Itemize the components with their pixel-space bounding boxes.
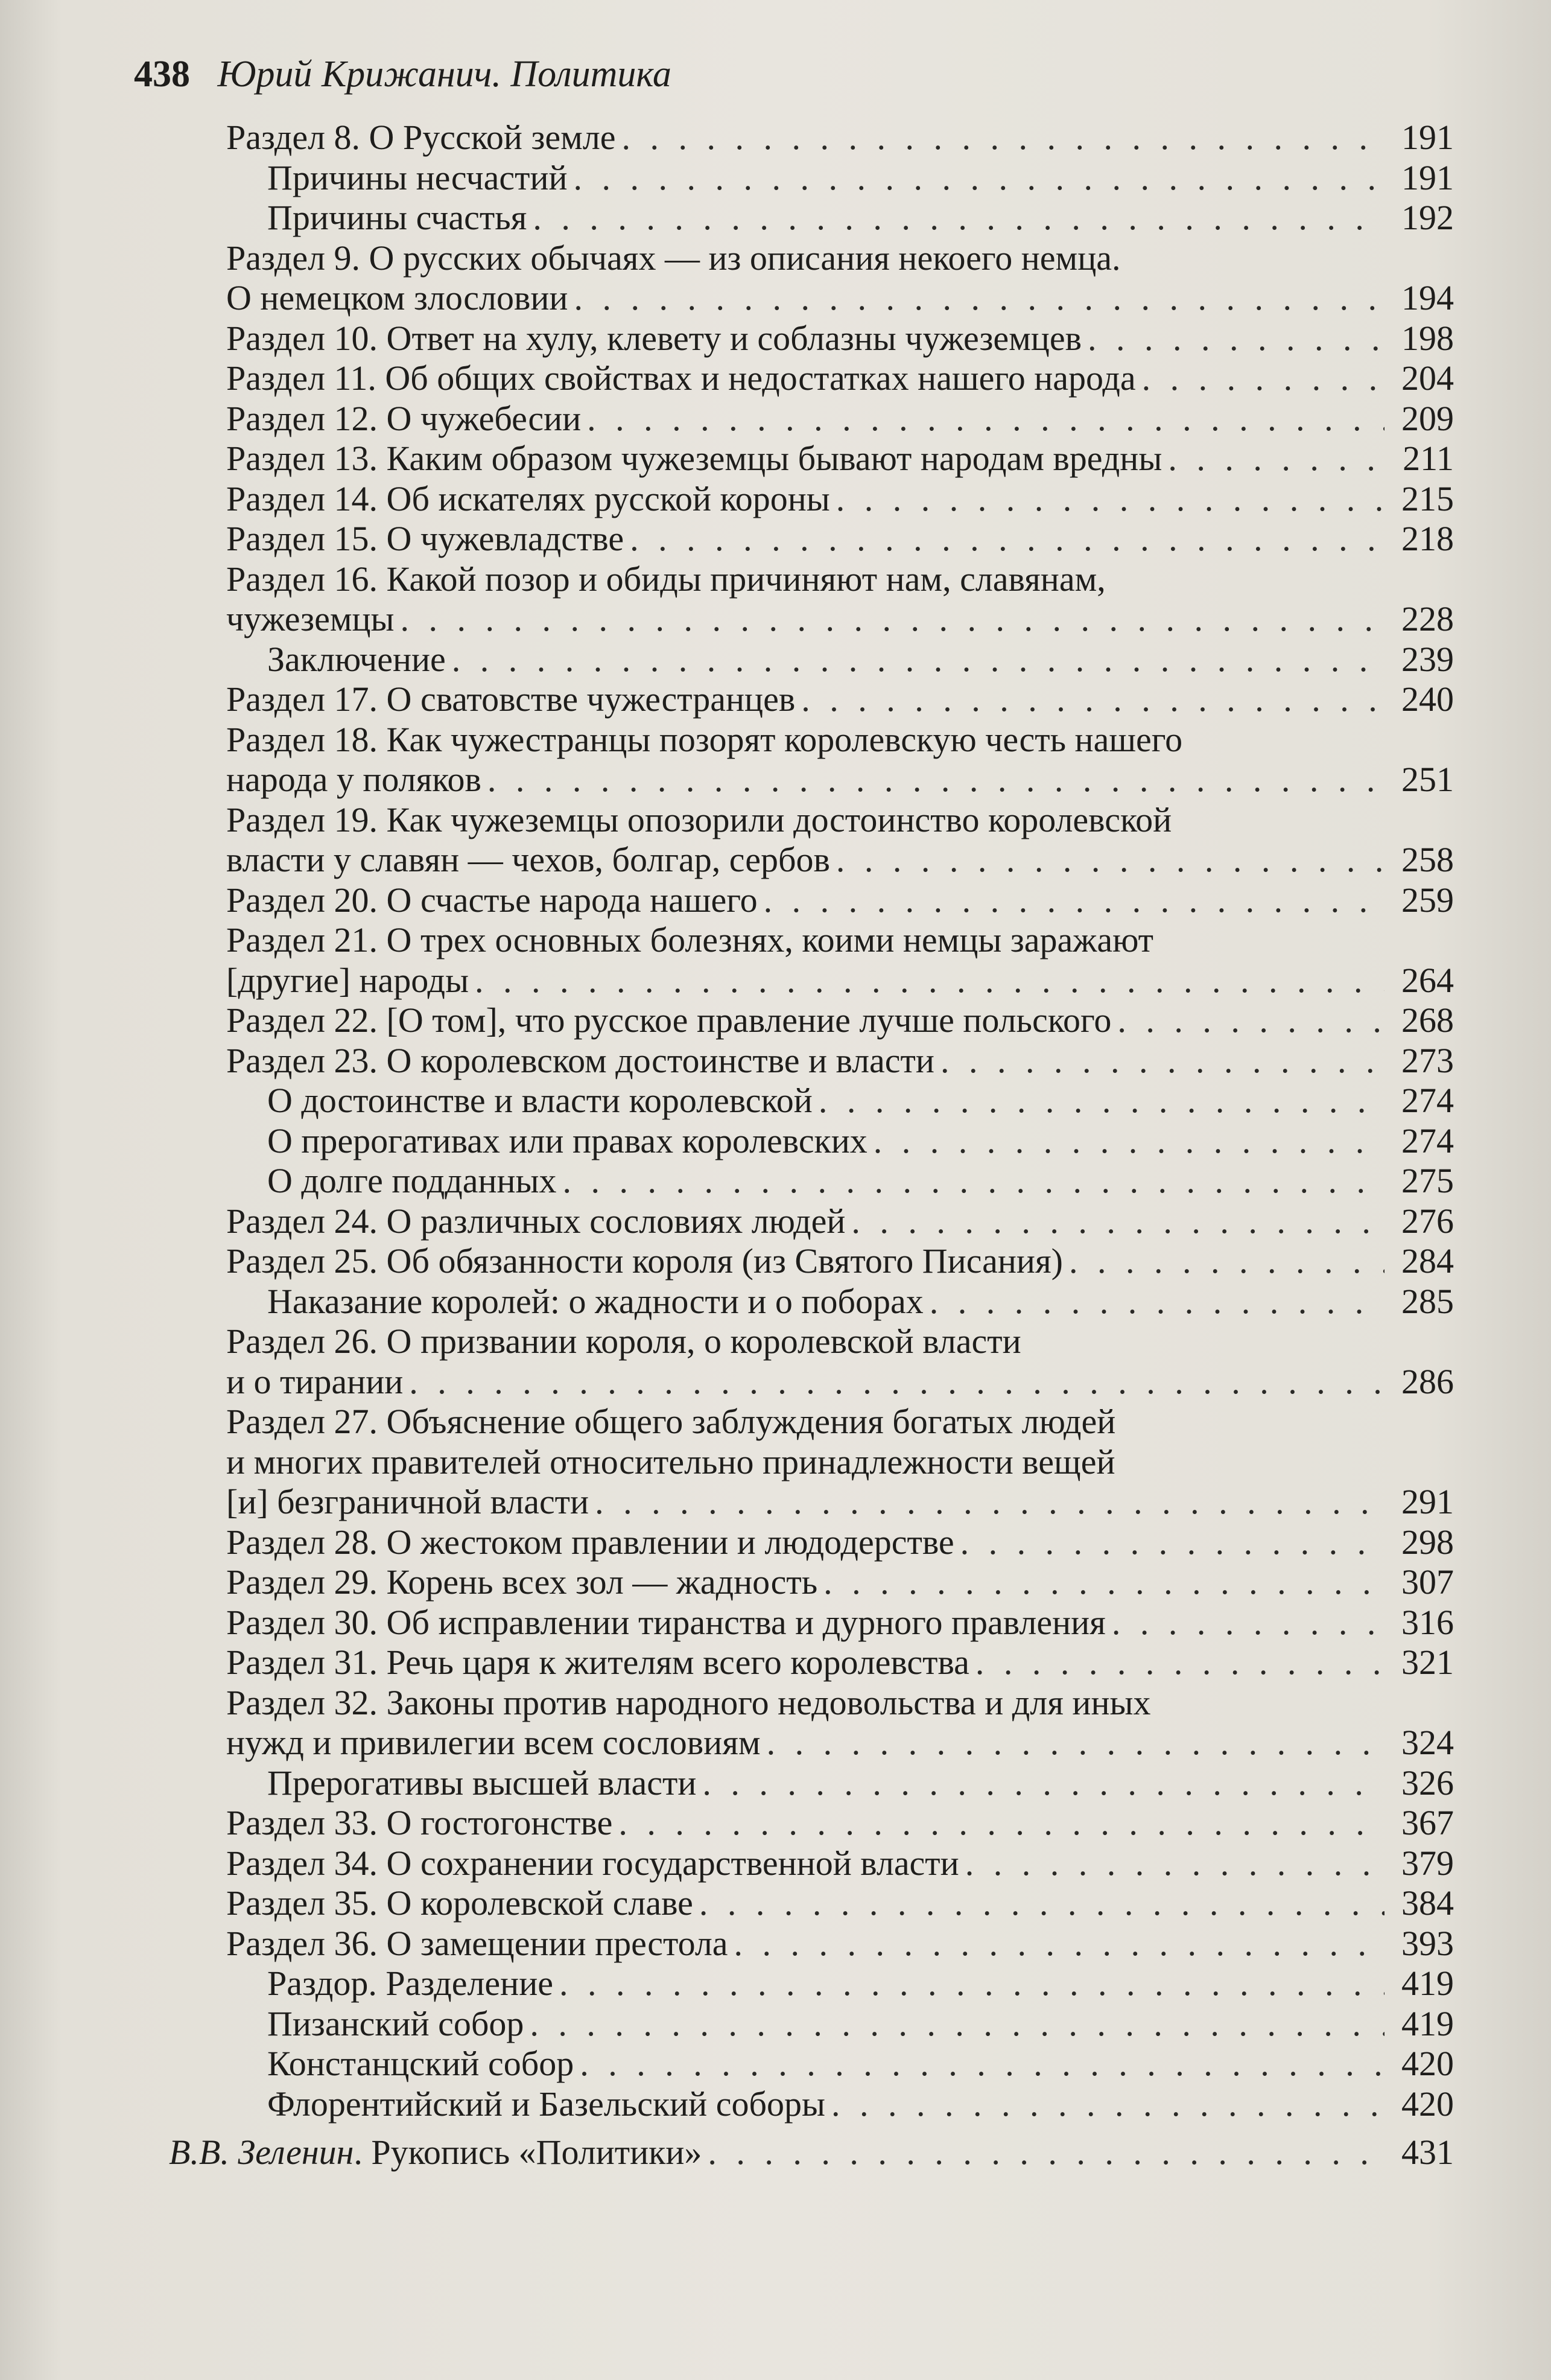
dot-leader <box>409 1362 1384 1402</box>
dot-leader <box>1088 319 1384 359</box>
toc-entry-title: Раздел 22. [О том], что русское правление лучше польского <box>226 1001 1112 1040</box>
toc-entry-row <box>226 599 1454 640</box>
toc-entry-line: Раздел 9. О русских обычаях — из описания некоего немца. <box>226 238 1121 278</box>
toc-entry-page: 419 <box>1401 1964 1454 2003</box>
toc-entry-title: Прерогативы высшей власти <box>267 1763 697 1802</box>
toc-entry-page: 307 <box>1401 1562 1454 1602</box>
toc-entry-page: 286 <box>1401 1361 1454 1401</box>
toc-entry-row <box>169 2133 1454 2173</box>
toc-entry-page: 431 <box>1401 2133 1454 2172</box>
toc-entry-row <box>226 1522 1454 1563</box>
dot-leader <box>475 961 1384 1001</box>
dot-leader <box>708 2133 1384 2173</box>
toc-entry <box>226 2044 1454 2084</box>
toc-entry <box>226 238 1454 319</box>
running-title: Юрий Крижанич. Политика <box>217 54 671 95</box>
toc-entry-title: Констанцский собор <box>267 2044 574 2083</box>
dot-leader <box>940 1041 1384 1081</box>
dot-leader <box>401 599 1384 640</box>
toc-entry-row <box>226 1001 1454 1041</box>
toc-entry-row <box>226 1482 1454 1522</box>
dot-leader <box>574 278 1384 319</box>
toc-entry-page: 251 <box>1401 760 1454 799</box>
toc-entry-page: 191 <box>1401 158 1454 197</box>
toc-entry-row <box>267 1964 1454 2004</box>
toc-entry-title: Раздел 30. Об исправлении тиранства и дурного правления <box>226 1602 1106 1642</box>
toc-entry-row <box>226 840 1454 880</box>
dot-leader <box>580 2044 1384 2084</box>
toc-entry <box>226 1282 1454 1322</box>
toc-entry <box>226 479 1454 520</box>
toc-final-entry <box>169 2133 1454 2173</box>
dot-leader <box>530 2004 1384 2044</box>
toc-entry-line: Раздел 27. Объяснение общего заблуждения богатых людей <box>226 1402 1116 1441</box>
toc-entry <box>226 1763 1454 1804</box>
toc-entry-title: Раздел 31. Речь царя к жителям всего королевства <box>226 1643 969 1682</box>
toc-entry-title: Раздел 29. Корень всех зол — жадность <box>226 1562 818 1602</box>
dot-leader <box>975 1643 1384 1683</box>
toc-entry-row <box>226 519 1454 559</box>
toc-entry <box>226 1201 1454 1242</box>
dot-leader <box>574 158 1384 199</box>
toc-entry-title: [другие] народы <box>226 960 469 1000</box>
toc-entry-page: 321 <box>1401 1643 1454 1682</box>
toc-entry-page: 259 <box>1401 880 1454 920</box>
toc-entry-title: Раздел 15. О чужевладстве <box>226 519 624 558</box>
toc-entry-title: чужеземцы <box>226 599 395 638</box>
toc-entry <box>226 198 1454 238</box>
toc-entry-row <box>226 1924 1454 1964</box>
toc-entry-title: Заключение <box>267 639 446 679</box>
dot-leader <box>622 118 1384 158</box>
toc-entry <box>226 800 1454 880</box>
toc-entry <box>226 1402 1454 1522</box>
dot-leader <box>618 1803 1384 1844</box>
toc-entry-title: О немецком злословии <box>226 278 568 317</box>
toc-entry-title <box>169 2133 702 2173</box>
dot-leader <box>533 198 1384 238</box>
author-name: В.В. Зеленин <box>169 2133 354 2172</box>
page-header <box>134 53 671 96</box>
dot-leader <box>559 1964 1384 2004</box>
toc-entry <box>226 1562 1454 1603</box>
toc-entry-title: Раздел 12. О чужебесии <box>226 398 582 438</box>
toc-entry-page: 228 <box>1401 599 1454 638</box>
toc-entry-page: 384 <box>1401 1883 1454 1923</box>
toc-entry-row <box>226 278 1454 319</box>
toc-entry <box>226 679 1454 720</box>
toc-entry-row <box>267 1282 1454 1322</box>
dot-leader <box>452 640 1384 680</box>
toc-entry-row <box>267 2004 1454 2044</box>
toc-entry-row <box>226 1362 1454 1402</box>
toc-entry-title: Причины счастья <box>267 198 527 237</box>
toc-entry-page: 268 <box>1401 1001 1454 1040</box>
toc-entry-page: 284 <box>1401 1241 1454 1281</box>
toc-entry-page: 239 <box>1401 639 1454 679</box>
dot-leader <box>1117 1001 1384 1041</box>
toc-entry <box>226 158 1454 199</box>
toc-entry-row <box>226 1803 1454 1844</box>
toc-entry-page: 420 <box>1401 2084 1454 2124</box>
toc-entry-title: Раздел 33. О гостогонстве <box>226 1803 613 1842</box>
toc-entry-title: Раздел 36. О замещении престола <box>226 1923 728 1963</box>
toc-entry-row <box>226 1241 1454 1282</box>
article-title: . Рукопись «Политики» <box>354 2133 702 2172</box>
toc-entry <box>226 1964 1454 2004</box>
toc-entry-page: 367 <box>1401 1803 1454 1842</box>
toc-entry-page: 194 <box>1401 278 1454 317</box>
toc-entry <box>226 1924 1454 1964</box>
toc-entry-title: народа у поляков <box>226 760 481 799</box>
dot-leader <box>851 1201 1384 1242</box>
toc-entry <box>226 1683 1454 1763</box>
dot-leader <box>767 1723 1384 1763</box>
dot-leader <box>965 1844 1384 1884</box>
toc-entry-title: Раздел 8. О Русской земле <box>226 118 616 157</box>
toc-entry-row <box>226 1844 1454 1884</box>
toc-entry-row <box>226 358 1454 399</box>
toc-entry-page: 420 <box>1401 2044 1454 2083</box>
toc-entry-row <box>267 1161 1454 1201</box>
dot-leader <box>819 1081 1384 1121</box>
toc-entry-title: [и] безграничной власти <box>226 1482 589 1521</box>
toc-entry <box>226 1522 1454 1563</box>
dot-leader <box>960 1522 1384 1563</box>
dot-leader <box>630 519 1384 559</box>
toc-entry-page: 275 <box>1401 1161 1454 1200</box>
toc-entry-row <box>267 1081 1454 1121</box>
toc-entry-row <box>267 1121 1454 1162</box>
toc-entry-row <box>226 1041 1454 1081</box>
toc-entry-page: 192 <box>1401 198 1454 237</box>
dot-leader <box>764 880 1384 921</box>
toc-entry-title: Наказание королей: о жадности и о поборах <box>267 1281 924 1321</box>
toc-entry-title: Раздел 17. О сватовстве чужестранцев <box>226 679 796 719</box>
toc-entry-row <box>226 1603 1454 1643</box>
toc-entry-page: 211 <box>1403 439 1454 478</box>
toc-entry-row <box>267 640 1454 680</box>
toc-entry-title: Раздел 24. О различных сословиях людей <box>226 1201 846 1241</box>
toc-entry-title: Раздел 28. О жестоком правлении и людодерстве <box>226 1522 954 1562</box>
toc-entry <box>226 1081 1454 1121</box>
toc-entry <box>226 1041 1454 1081</box>
toc-entry-page: 274 <box>1401 1081 1454 1120</box>
toc-entry-page: 218 <box>1401 519 1454 558</box>
dot-leader <box>702 1763 1384 1804</box>
toc-entry-row <box>226 118 1454 158</box>
toc-entry <box>226 880 1454 921</box>
toc-entry-title: Причины несчастий <box>267 158 568 197</box>
toc-entry-title: Флорентийский и Базельский соборы <box>267 2084 825 2124</box>
dot-leader <box>1069 1241 1384 1282</box>
toc-entry-row <box>267 198 1454 238</box>
toc-entry-row <box>226 880 1454 921</box>
dot-leader <box>734 1924 1384 1964</box>
toc-entry <box>226 1121 1454 1162</box>
toc-entry-page: 419 <box>1401 2003 1454 2043</box>
toc-entry-row <box>226 961 1454 1001</box>
toc-entry-title: Раздел 13. Каким образом чужеземцы бывают народам вредны <box>226 439 1162 478</box>
toc-entry-title: Раздор. Разделение <box>267 1964 553 2003</box>
toc-entry-page: 273 <box>1401 1040 1454 1080</box>
toc-entry-title: Раздел 20. О счастье народа нашего <box>226 880 758 920</box>
toc-entry-page: 274 <box>1401 1121 1454 1160</box>
toc-entry-title: Раздел 25. Об обязанности короля (из Святого Писания) <box>226 1241 1063 1281</box>
toc-entry-row <box>226 479 1454 520</box>
dot-leader <box>699 1883 1384 1924</box>
page-number: 438 <box>134 54 190 95</box>
dot-leader <box>831 2084 1384 2125</box>
toc-entry <box>226 1803 1454 1844</box>
toc-entry-page: 298 <box>1401 1522 1454 1562</box>
dot-leader <box>801 679 1384 720</box>
dot-leader <box>874 1121 1384 1162</box>
toc-entry-line: Раздел 18. Как чужестранцы позорят королевскую честь нашего <box>226 719 1183 759</box>
toc-entry-title: Пизанский собор <box>267 2003 524 2043</box>
toc-entry-title: Раздел 23. О королевском достоинстве и власти <box>226 1040 934 1080</box>
toc-entry <box>226 1161 1454 1201</box>
toc-entry-title: и о тирании <box>226 1361 404 1401</box>
toc-entry-line: Раздел 21. О трех основных болезнях, коими немцы заражают <box>226 920 1153 959</box>
toc-entry-page: 285 <box>1401 1281 1454 1321</box>
toc-entry-page: 240 <box>1401 679 1454 719</box>
toc-entry <box>226 1603 1454 1643</box>
toc-entry-page: 258 <box>1401 840 1454 879</box>
dot-leader <box>487 760 1384 800</box>
toc-entry-title: Раздел 35. О королевской славе <box>226 1883 693 1923</box>
toc-entry-row <box>226 1723 1454 1763</box>
toc-entry <box>226 1322 1454 1402</box>
toc-entry-title: О прерогативах или правах королевских <box>267 1121 867 1160</box>
toc-entry <box>226 399 1454 439</box>
toc-entry-line: Раздел 26. О призвании короля, о королевской власти <box>226 1322 1021 1361</box>
toc-entry-page: 324 <box>1401 1723 1454 1762</box>
toc-entry-row <box>226 399 1454 439</box>
table-of-contents <box>169 118 1454 2173</box>
toc-entry-title: власти у славян — чехов, болгар, сербов <box>226 840 830 879</box>
toc-entry-row <box>226 1201 1454 1242</box>
toc-entry-line: и многих правителей относительно принадлежности вещей <box>226 1442 1115 1481</box>
toc-entry <box>226 1001 1454 1041</box>
toc-entry <box>226 720 1454 800</box>
dot-leader <box>595 1482 1384 1522</box>
toc-entry-page: 276 <box>1401 1201 1454 1241</box>
dot-leader <box>1112 1603 1384 1643</box>
toc-entry-page: 191 <box>1401 118 1454 157</box>
toc-entry <box>226 559 1454 640</box>
toc-entry <box>226 2004 1454 2044</box>
toc-entry-page: 379 <box>1401 1843 1454 1883</box>
dot-leader <box>836 840 1384 880</box>
toc-entry-page: 264 <box>1401 960 1454 1000</box>
toc-entry-page: 209 <box>1401 398 1454 438</box>
toc-entry <box>226 358 1454 399</box>
toc-entry-row <box>226 679 1454 720</box>
toc-entry-row <box>226 1643 1454 1683</box>
toc-entry <box>226 439 1454 479</box>
toc-entry-page: 291 <box>1401 1482 1454 1521</box>
toc-entry-title: нужд и привилегии всем сословиям <box>226 1723 761 1762</box>
toc-entry-title: Раздел 34. О сохранении государственной власти <box>226 1843 959 1883</box>
toc-entry-page: 393 <box>1401 1923 1454 1963</box>
toc-entry-row <box>226 319 1454 359</box>
dot-leader <box>563 1161 1384 1201</box>
toc-entry-row <box>226 1562 1454 1603</box>
toc-entry-title: Раздел 10. Ответ на хулу, клевету и соблазны чужеземцев <box>226 318 1082 358</box>
dot-leader <box>836 479 1384 520</box>
toc-entry-title: Раздел 14. Об искателях русской короны <box>226 479 830 518</box>
toc-entry-title: Раздел 11. Об общих свойствах и недостатках нашего народа <box>226 358 1136 398</box>
toc-entry <box>226 920 1454 1001</box>
toc-entry-row <box>267 2084 1454 2125</box>
toc-entry <box>226 118 1454 158</box>
dot-leader <box>587 399 1384 439</box>
toc-entry-row <box>267 158 1454 199</box>
toc-entry <box>226 1241 1454 1282</box>
toc-entry-line: Раздел 19. Как чужеземцы опозорили достоинство королевской <box>226 800 1172 839</box>
dot-leader <box>930 1282 1384 1322</box>
toc-entry-page: 204 <box>1401 358 1454 398</box>
toc-entry <box>226 319 1454 359</box>
toc-entry <box>226 640 1454 680</box>
toc-entry <box>226 1643 1454 1683</box>
dot-leader <box>1142 358 1384 399</box>
toc-entry-title: О достоинстве и власти королевской <box>267 1081 813 1120</box>
toc-entry-page: 215 <box>1401 479 1454 518</box>
toc-entry-row <box>226 439 1454 479</box>
toc-entry <box>226 519 1454 559</box>
toc-entry-row <box>226 760 1454 800</box>
toc-entry <box>226 1844 1454 1884</box>
toc-entry-page: 326 <box>1401 1763 1454 1802</box>
toc-entry-page: 198 <box>1401 318 1454 358</box>
toc-entry <box>226 1883 1454 1924</box>
toc-entry-line: Раздел 16. Какой позор и обиды причиняют нам, славянам, <box>226 559 1106 599</box>
toc-entry-title: О долге подданных <box>267 1161 557 1200</box>
toc-entry-row <box>267 1763 1454 1804</box>
dot-leader <box>1168 439 1384 479</box>
toc-entry-page: 316 <box>1401 1602 1454 1642</box>
dot-leader <box>823 1562 1384 1603</box>
toc-entry-row <box>226 1883 1454 1924</box>
toc-entry-line: Раздел 32. Законы против народного недовольства и для иных <box>226 1682 1151 1722</box>
toc-entry-row <box>267 2044 1454 2084</box>
toc-entry <box>226 2084 1454 2125</box>
